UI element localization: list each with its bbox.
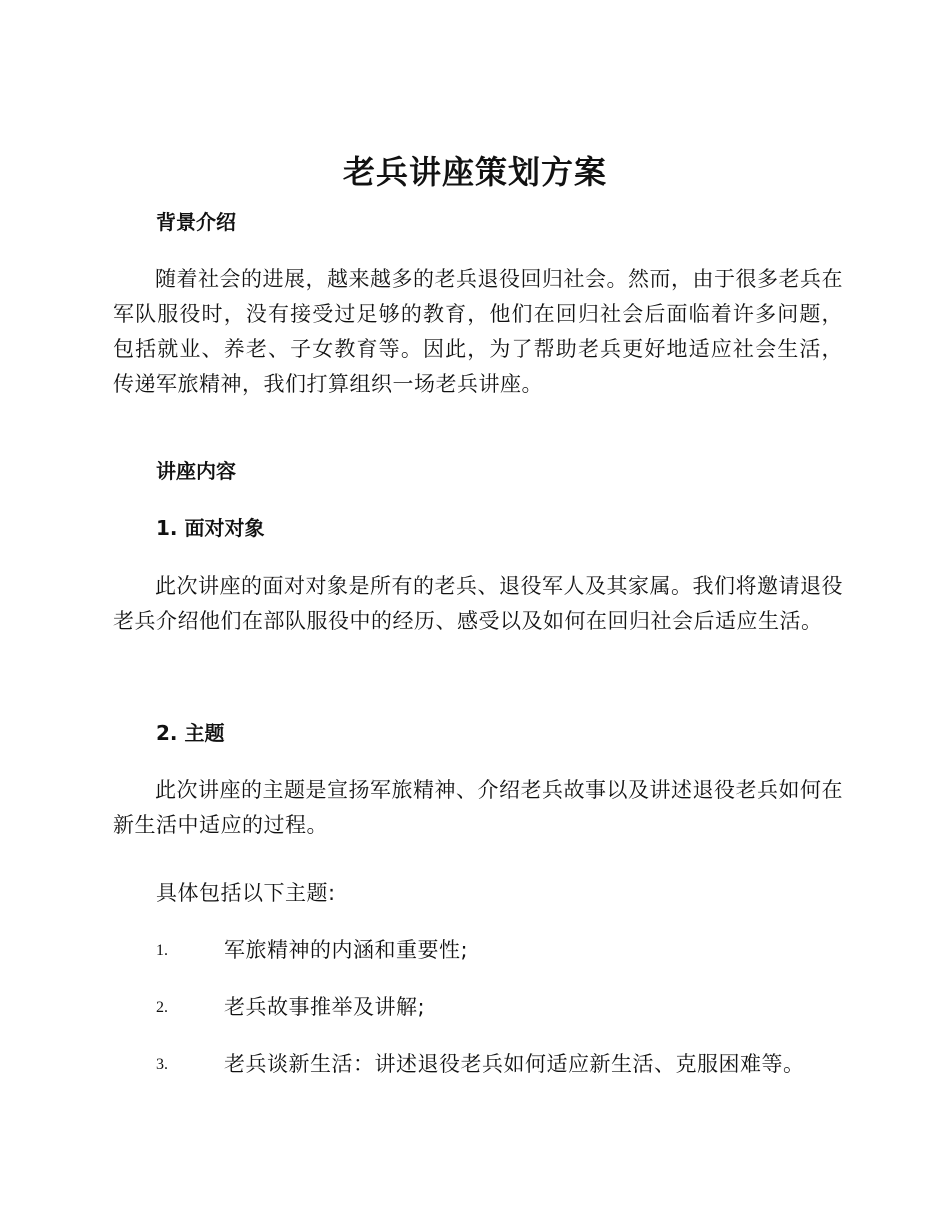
theme-paragraph: 此次讲座的主题是宣扬军旅精神、介绍老兵故事以及讲述退役老兵如何在新生活中适应的过程。: [113, 778, 843, 837]
theme-intro: 具体包括以下主题:: [156, 881, 336, 905]
list-text: 军旅精神的内涵和重要性;: [224, 938, 469, 962]
audience-heading: 1. 面对对象: [156, 516, 265, 540]
list-number: 1.: [156, 942, 168, 959]
list-number: 2.: [156, 999, 168, 1016]
background-paragraph: 随着社会的进展，越来越多的老兵退役回归社会。然而，由于很多老兵在军队服役时，没有接受过足够的教育，他们在回归社会后面临着许多问题，包括就业、养老、子女教育等。因此，为了帮助老兵更好地适应社会生活，传递军旅精神，我们打算组织一场老兵讲座。: [113, 267, 843, 396]
list-text: 老兵故事推举及讲解;: [224, 995, 426, 1019]
audience-paragraph: 此次讲座的面对对象是所有的老兵、退役军人及其家属。我们将邀请退役老兵介绍他们在部队服役中的经历、感受以及如何在回归社会后适应生活。: [113, 574, 843, 633]
document-title: 老兵讲座策划方案: [342, 153, 607, 191]
list-item: [156, 1049, 856, 1079]
list-text: 老兵谈新生活：讲述退役老兵如何适应新生活、克服困难等。: [224, 1052, 805, 1076]
theme-heading: 2. 主题: [156, 721, 225, 745]
list-item: [156, 935, 856, 965]
background-heading: 背景介绍: [156, 210, 236, 234]
list-number: 3.: [156, 1056, 168, 1073]
list-item: [156, 992, 856, 1022]
content-heading: 讲座内容: [156, 459, 236, 483]
